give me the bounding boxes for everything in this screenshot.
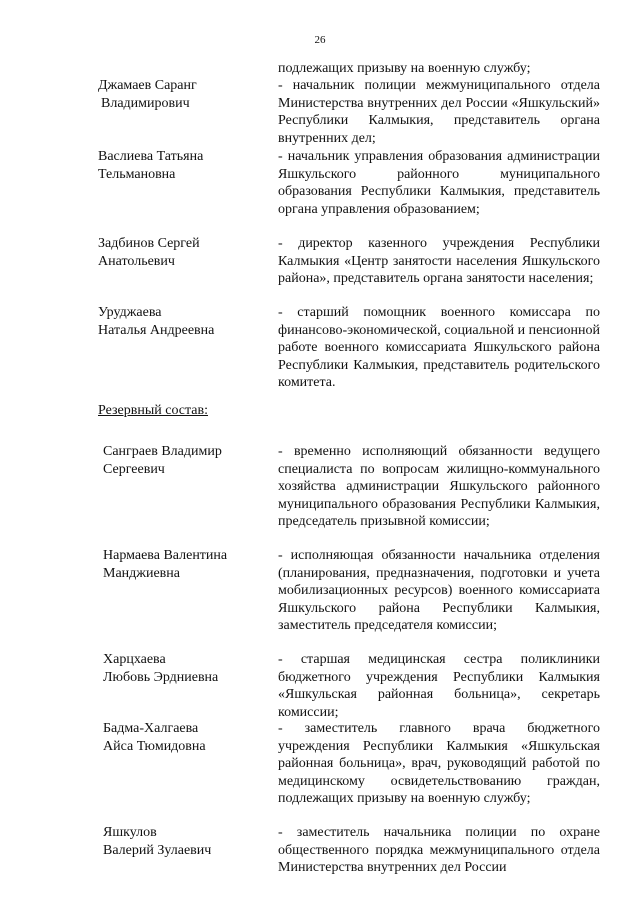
- member-description: - исполняющая обязанности начальника отделения (планирования, предназначения, подготовки и учета мобилизационных ресурсов) военного комиссариата Яшкульского района Республики Калмыкия, заместитель председателя комиссии;: [278, 548, 600, 634]
- member-description: - старший помощник военного комиссара по финансово-экономической, социальной и пенсионной работе военного комиссариата Яшкульского района Республики Калмыкия, представитель родительского комитета.: [278, 305, 600, 391]
- member-surname-line: Джамаев Саранг: [98, 78, 197, 93]
- member-patronymic-line: Наталья Андреевна: [98, 322, 215, 338]
- member-surname-line: Санграев Владимир: [103, 444, 222, 459]
- member-surname-line: Бадма-Халгаева: [103, 721, 199, 736]
- member-name: [98, 235, 273, 270]
- member-description: - начальник управления образования администрации Яшкульского районного муниципального образования Республики Калмыкия, представитель органа управления образованием;: [278, 149, 600, 217]
- member-patronymic-line: Анатольевич: [98, 253, 175, 269]
- member-patronymic-line: Сергеевич: [103, 461, 165, 477]
- member-patronymic-line: Манджиевна: [103, 565, 180, 581]
- member-patronymic-line: Валерий Зулаевич: [103, 842, 212, 858]
- member-name: [98, 304, 273, 339]
- member-surname-line: Задбинов Сергей: [98, 236, 200, 251]
- member-description: - начальник полиции межмуниципального отдела Министерства внутренних дел России «Яшкульский» Республики Калмыкия, представитель органа внутренних дел;: [278, 78, 600, 146]
- member-description: - заместитель главного врача бюджетного учреждения Республики Калмыкия «Яшкульская районная больница», врач, руководящий работой по медицинскому освидетельствованию граждан, подлежащих призыву на военную службу;: [278, 721, 600, 807]
- member-surname-line: Уруджаева: [98, 305, 162, 320]
- member-surname-line: Нармаева Валентина: [103, 548, 228, 563]
- member-name: [98, 77, 273, 112]
- member-patronymic-line: Любовь Эрдниевна: [103, 669, 219, 685]
- member-name: [103, 547, 278, 582]
- member-description: - заместитель начальника полиции по охране общественного порядка межмуниципального отдела Министерства внутренних дел России: [278, 825, 600, 876]
- member-patronymic-line: Владимирович: [101, 95, 190, 111]
- member-name: [98, 148, 273, 183]
- member-name: [103, 824, 278, 859]
- member-surname-line: Васлиева Татьяна: [98, 149, 204, 164]
- page-number: 26: [314, 34, 326, 46]
- member-surname-line: Харцхаева: [103, 652, 166, 667]
- member-name: [103, 651, 278, 686]
- member-patronymic-line: Айса Тюмидовна: [103, 738, 206, 754]
- member-patronymic-line: Тельмановна: [98, 166, 176, 182]
- member-name: [103, 443, 278, 478]
- member-description: - старшая медицинская сестра поликлиники бюджетного учреждения Республики Калмыкия «Яшкульская районная больница», секретарь комиссии;: [278, 652, 600, 720]
- member-surname-line: Яшкулов: [103, 825, 157, 840]
- member-name: [103, 720, 278, 755]
- member-description: - директор казенного учреждения Республики Калмыкия «Центр занятости населения Яшкульского района», представитель органа занятости населения;: [278, 236, 600, 287]
- continuation-text: подлежащих призыву на военную службу;: [278, 61, 531, 76]
- member-description: - временно исполняющий обязанности ведущего специалиста по вопросам жилищно-коммунального хозяйства администрации Яшкульского районного муниципального образования Республики Калмыкия, председатель призывной комиссии;: [278, 444, 600, 530]
- reserve-section-title: Резервный состав:: [98, 403, 209, 418]
